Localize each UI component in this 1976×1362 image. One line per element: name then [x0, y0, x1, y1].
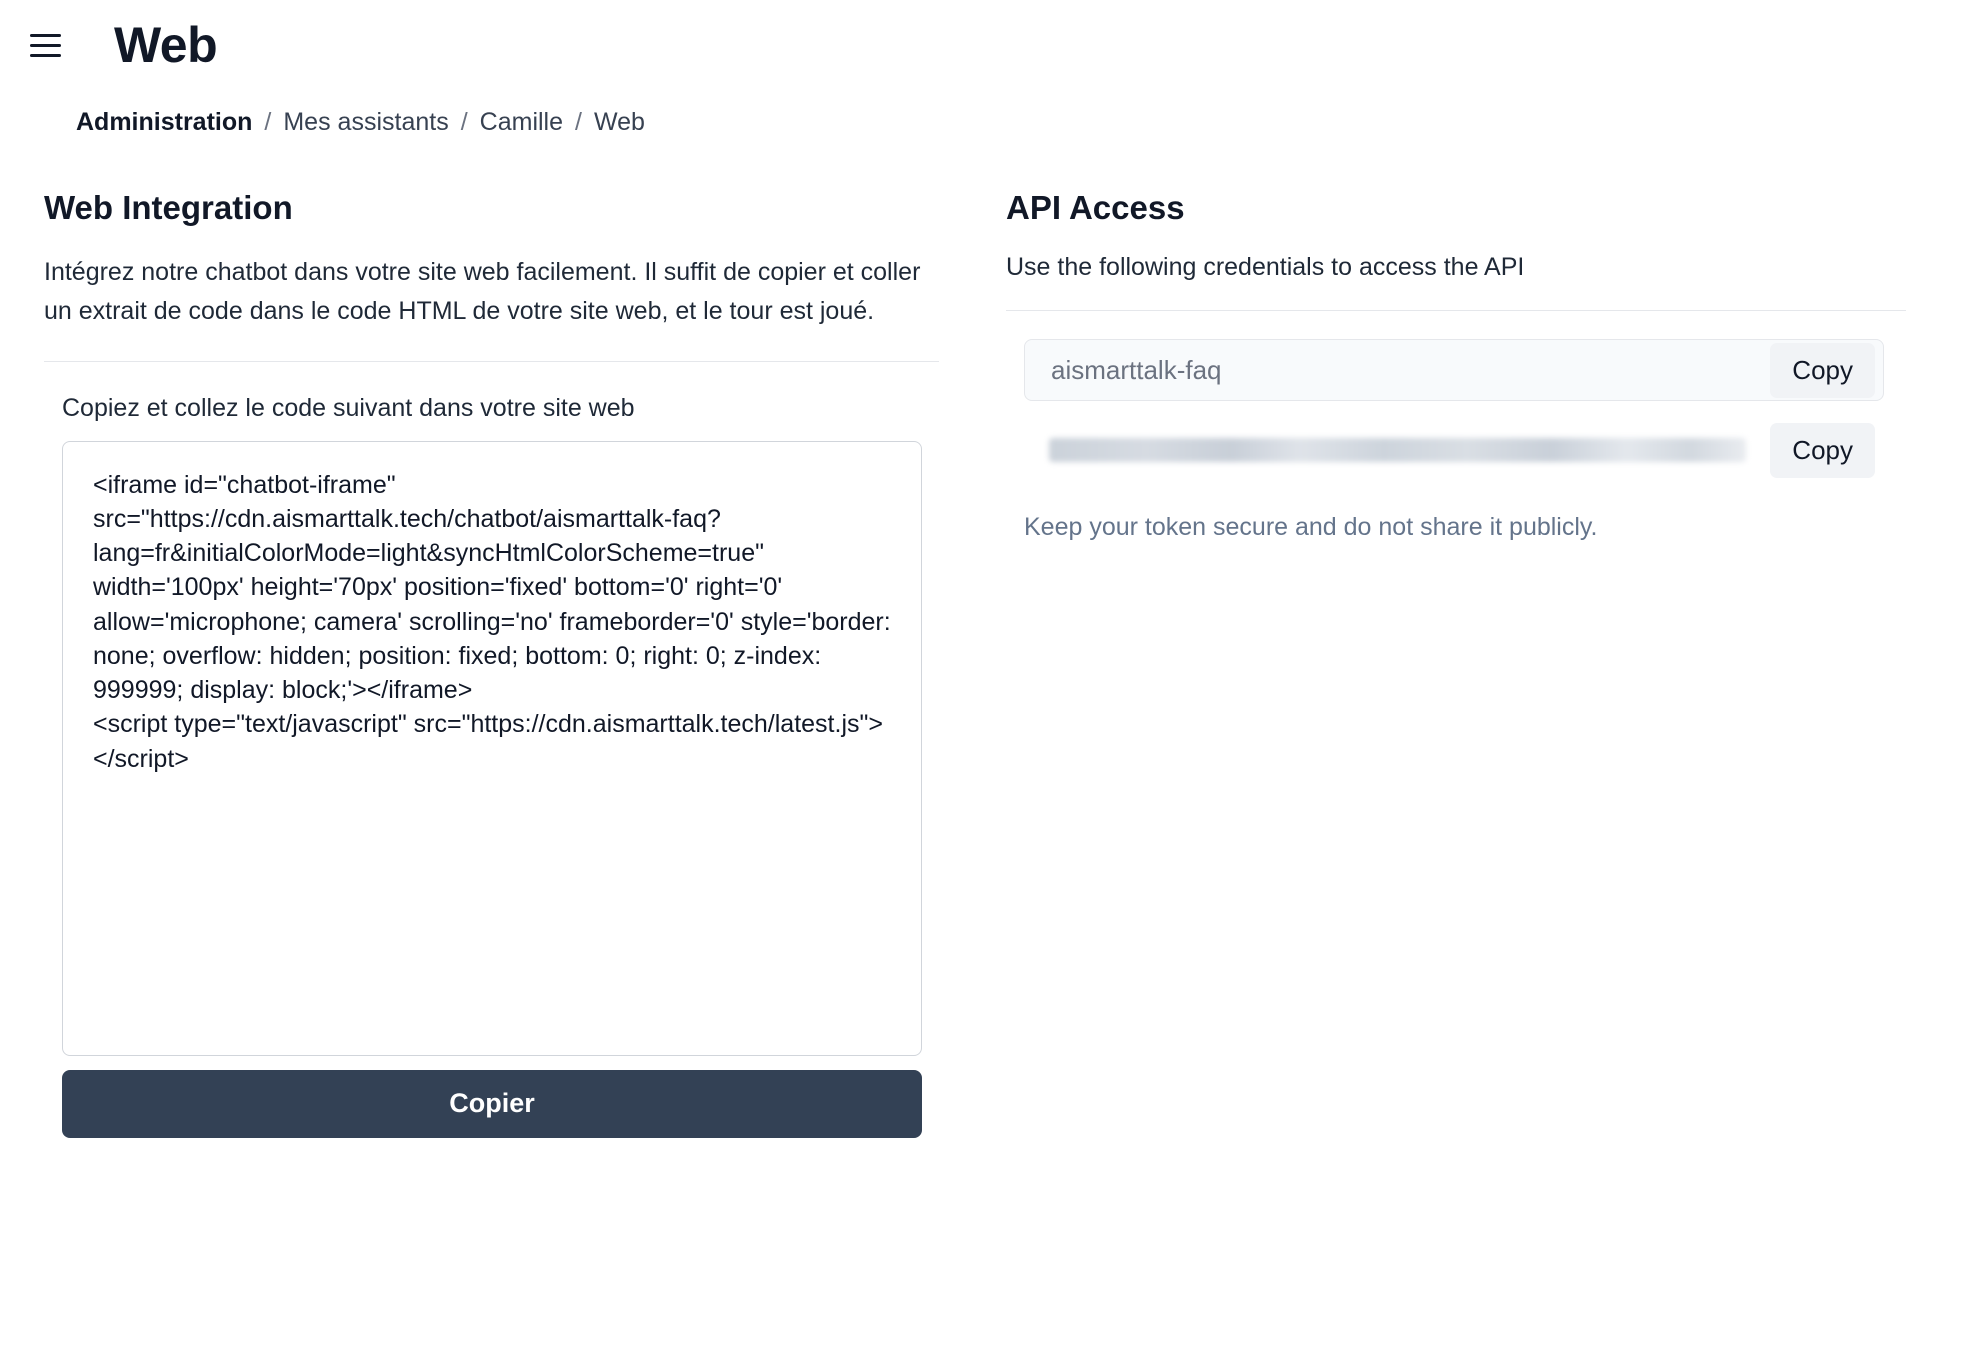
main-content — [0, 189, 1976, 1138]
copy-api-key-button[interactable]: Copy — [1770, 343, 1875, 398]
breadcrumb-item-web[interactable]: Web — [593, 108, 645, 136]
copy-code-button[interactable]: Copier — [62, 1070, 922, 1138]
api-key-row — [1024, 339, 1884, 401]
web-integration-description-wrap — [44, 253, 939, 362]
web-integration-title: Web Integration — [44, 189, 293, 226]
breadcrumb-item-camille[interactable]: Camille — [479, 108, 564, 136]
web-integration-description: Intégrez notre chatbot dans votre site web facilement. Il suffit de copier et coller un extrait de code dans le code HTML de votre site web, et le tour est joué. — [44, 258, 921, 325]
api-access-title: API Access — [1006, 189, 1185, 226]
breadcrumb-item-administration[interactable]: Administration — [76, 108, 253, 136]
api-token-row — [1024, 419, 1884, 481]
page-title: Web — [114, 17, 218, 73]
copy-api-token-button[interactable]: Copy — [1770, 423, 1875, 478]
api-key-value[interactable]: aismarttalk-faq — [1051, 354, 1222, 385]
hamburger-icon[interactable] — [30, 28, 64, 62]
breadcrumb-separator: / — [460, 108, 468, 136]
code-instruction: Copiez et collez le code suivant dans votre site web — [62, 393, 635, 422]
api-access-description: Use the following credentials to access the API — [1006, 253, 1906, 311]
api-access-section — [950, 189, 1950, 1138]
breadcrumb-item-mes-assistants[interactable]: Mes assistants — [283, 108, 449, 136]
token-security-note: Keep your token secure and do not share it publicly. — [1024, 513, 1598, 541]
hamburger-bar — [30, 34, 61, 37]
breadcrumb-separator: / — [264, 108, 272, 136]
page-header — [0, 0, 1976, 82]
breadcrumb-separator: / — [575, 108, 582, 136]
embed-code-textarea[interactable] — [62, 441, 922, 1056]
web-integration-section — [0, 189, 950, 1138]
hamburger-bar — [30, 54, 61, 57]
breadcrumb — [0, 108, 1976, 137]
api-token-masked-value[interactable] — [1049, 438, 1746, 462]
hamburger-bar — [30, 44, 61, 47]
